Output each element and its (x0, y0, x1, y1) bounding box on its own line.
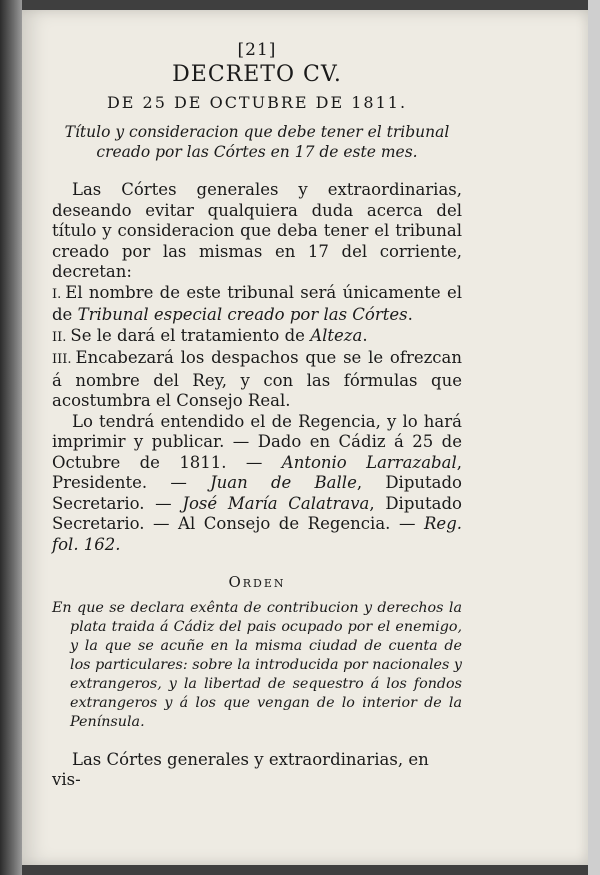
signatory-secretary-2: José María Calatrava (182, 493, 370, 513)
article-3 (52, 348, 462, 412)
article-number: II. (52, 329, 67, 345)
orden-summary: En que se declara exênta de contribucion y derechos la plata traida á Cádiz del pais ocupado por el enemigo, y la que se acuñe en la misma ciudad de cuenta de los particulares: sobre la introducida por nacionales y extrangeros, y la libertad de sequestro á los fondos extrangeros y á los que vengan de lo interior de la Península. (52, 600, 462, 730)
signatory-president: Antonio Larrazabal (281, 452, 457, 472)
decree-title: DECRETO CV. (172, 62, 342, 87)
decree-closing (52, 412, 462, 556)
page-content (52, 40, 462, 790)
orden-title: Orden (228, 573, 286, 591)
article-number: I. (52, 286, 62, 302)
closing-text: , Diputado Secretario. — (52, 473, 462, 513)
closing-text: , Presidente. — (52, 452, 462, 492)
article-italic: Alteza (310, 325, 363, 345)
page-number: [21] (237, 40, 277, 60)
registry-reference: Reg. fol. 162. (52, 514, 462, 554)
closing-text: Lo tendrá entendido el de Regencia, y lo hará imprimir y publicar. — Dado en Cádiz á 25 de Octubre de 1811. — (52, 411, 462, 472)
orden-first-line: Las Córtes generales y extraordinarias, en vis- (52, 750, 429, 789)
decree-subtitle: Título y consideracion que debe tener el tribunal creado por las Córtes en 17 de este mes. (64, 123, 450, 161)
book-spine-edge (0, 0, 22, 875)
article-text-end: . (362, 325, 368, 345)
signatory-secretary-1: Juan de Balle (210, 473, 357, 492)
article-text-end: . (407, 305, 413, 324)
decree-date: DE 25 DE OCTUBRE DE 1811. (106, 93, 408, 112)
article-text: Encabezará los despachos que se le ofrezcan á nombre del Rey, y con las fórmulas que acostumbra el Consejo Real. (52, 348, 462, 410)
article-number: III. (52, 352, 72, 367)
article-2 (52, 326, 462, 349)
closing-text: , Diputado Secretario. — Al Consejo de Regencia. — (52, 493, 462, 533)
article-text: El nombre de este tribunal será únicamente el de (52, 282, 462, 324)
article-1 (52, 283, 462, 326)
article-text: Se le dará el tratamiento de (70, 325, 311, 345)
decree-intro: Las Córtes generales y extraordinarias, deseando evitar qualquiera duda acerca del título y consideracion que deba tener el tribunal creado por las mismas en 17 del corriente, decretan: (52, 180, 462, 281)
page-right-edge (588, 0, 600, 875)
article-italic: Tribunal especial creado por las Córtes (77, 305, 408, 324)
